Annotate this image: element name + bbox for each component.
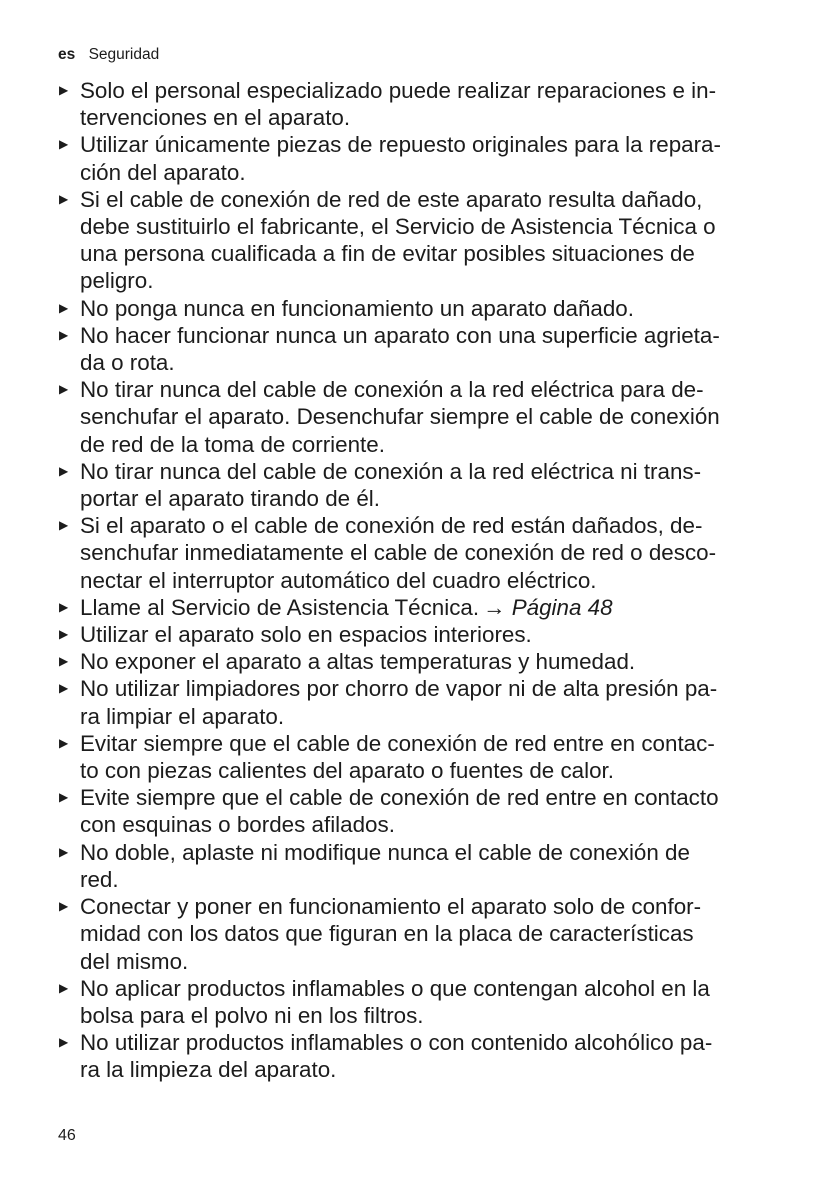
instruction-line-text: portar el aparato tirando de él. <box>80 486 380 512</box>
instruction-line-text: No aplicar productos inflamables o que contengan alcohol en la <box>80 975 710 1001</box>
bullet-triangle-icon: ▶ <box>59 463 69 478</box>
bullet-triangle-icon: ▶ <box>59 518 69 533</box>
instruction-line-text: peligro. <box>80 268 154 294</box>
list-item <box>58 594 788 621</box>
instruction-text <box>80 376 788 458</box>
instruction-text <box>80 621 788 648</box>
instruction-line <box>80 512 788 539</box>
instruction-line <box>80 104 788 131</box>
list-item <box>58 730 788 784</box>
bullet-triangle-icon: ▶ <box>59 83 69 97</box>
bullet-triangle-icon: ▶ <box>59 735 69 750</box>
instruction-line <box>80 567 788 594</box>
instruction-line <box>80 920 788 947</box>
instruction-line-text: No doble, aplaste ni modifique nunca el cable de conexión de <box>80 839 690 865</box>
instruction-line <box>80 1002 788 1029</box>
instruction-line-text: senchufar el aparato. Desenchufar siempre el cable de conexión <box>80 404 720 430</box>
instruction-line-text: No tirar nunca del cable de conexión a la red eléctrica ni trans- <box>80 458 702 484</box>
instruction-line <box>80 839 788 866</box>
instruction-text <box>80 186 788 295</box>
instruction-line-text: una persona cualificada a fin de evitar posibles situaciones de <box>80 241 695 267</box>
instruction-line-text: Utilizar únicamente piezas de repuesto originales para la repara- <box>80 132 721 158</box>
instruction-line-text: to con piezas calientes del aparato o fuentes de calor. <box>80 758 614 784</box>
instruction-line <box>80 159 788 186</box>
list-item <box>58 839 788 893</box>
list-item <box>58 322 788 376</box>
instruction-line <box>80 594 788 621</box>
instruction-line-text: No hacer funcionar nunca un aparato con una superficie agrieta- <box>80 322 720 348</box>
list-item <box>58 975 788 1029</box>
bullet-triangle-icon: ▶ <box>59 599 69 614</box>
instruction-line-text: da o rota. <box>80 350 175 376</box>
instruction-line-text: bolsa para el polvo ni en los filtros. <box>80 1002 424 1028</box>
instruction-line <box>80 186 788 213</box>
list-item <box>58 131 788 185</box>
bullet-triangle-icon: ▶ <box>59 844 69 859</box>
instruction-line-text: ra la limpieza del aparato. <box>80 1057 337 1083</box>
instruction-line <box>80 267 788 294</box>
instruction-text <box>80 594 788 621</box>
page-number: 46 <box>58 1127 76 1144</box>
list-item <box>58 621 788 648</box>
instruction-text <box>80 458 788 512</box>
instruction-line-text: Evitar siempre que el cable de conexión de red entre en contac- <box>80 730 715 756</box>
instruction-line-text: red. <box>80 866 119 892</box>
instruction-line <box>80 757 788 784</box>
instruction-line <box>80 403 788 430</box>
instruction-line-text: de red de la toma de corriente. <box>80 431 385 457</box>
instruction-line-text: nectar el interruptor automático del cuadro eléctrico. <box>80 567 597 593</box>
list-item <box>58 675 788 729</box>
language-code: es <box>58 46 76 63</box>
bullet-triangle-icon: ▶ <box>59 899 69 914</box>
bullet-triangle-icon: ▶ <box>59 627 69 642</box>
instruction-line-text: del mismo. <box>80 948 189 974</box>
instruction-text <box>80 839 788 893</box>
instruction-text <box>80 131 788 185</box>
list-item <box>58 295 788 322</box>
instruction-line <box>80 485 788 512</box>
instruction-text <box>80 893 788 975</box>
instruction-line <box>80 431 788 458</box>
bullet-triangle-icon: ▶ <box>59 382 69 397</box>
instruction-line <box>80 322 788 349</box>
bullet-triangle-icon: ▶ <box>59 681 69 696</box>
instruction-line-text: No utilizar productos inflamables o con contenido alcohólico pa- <box>80 1030 713 1056</box>
instruction-line <box>80 621 788 648</box>
instruction-line <box>80 675 788 702</box>
arrow-right-icon: → <box>483 594 506 620</box>
instruction-line-text: con esquinas o bordes afilados. <box>80 812 395 838</box>
instruction-text <box>80 675 788 729</box>
bullet-triangle-icon: ▶ <box>59 300 69 315</box>
instruction-line <box>80 349 788 376</box>
instruction-line <box>80 376 788 403</box>
instruction-line <box>80 1029 788 1056</box>
instruction-line <box>80 948 788 975</box>
instruction-line-text: ción del aparato. <box>80 159 246 185</box>
bullet-triangle-icon: ▶ <box>59 790 69 805</box>
instruction-line-text: No tirar nunca del cable de conexión a la red eléctrica para de- <box>80 377 704 403</box>
instruction-line <box>80 703 788 730</box>
instruction-line <box>80 213 788 240</box>
instruction-line-text: senchufar inmediatamente el cable de conexión de red o desco- <box>80 540 717 566</box>
instruction-line <box>80 866 788 893</box>
instruction-text <box>80 784 788 838</box>
instruction-text <box>80 730 788 784</box>
instruction-line-text: midad con los datos que figuran en la placa de características <box>80 921 694 947</box>
instruction-line-text: Utilizar el aparato solo en espacios interiores. <box>80 622 532 648</box>
instruction-line <box>80 131 788 158</box>
instruction-line <box>80 458 788 485</box>
safety-instructions-list <box>58 77 788 1084</box>
instruction-line-text: Solo el personal especializado puede realizar reparaciones e in- <box>80 78 717 103</box>
instruction-line <box>80 77 788 104</box>
list-item <box>58 458 788 512</box>
instruction-line-text: Llame al Servicio de Asistencia Técnica. <box>80 594 480 620</box>
instruction-line-text: ra limpiar el aparato. <box>80 703 285 729</box>
bullet-triangle-icon: ▶ <box>59 191 69 206</box>
list-item <box>58 893 788 975</box>
instruction-line <box>80 975 788 1002</box>
instruction-line <box>80 730 788 757</box>
instruction-text <box>80 975 788 1029</box>
bullet-triangle-icon: ▶ <box>59 1035 69 1050</box>
instruction-line-text: Si el aparato o el cable de conexión de red están dañados, de- <box>80 513 703 539</box>
instruction-line-text: No utilizar limpiadores por chorro de vapor ni de alta presión pa- <box>80 676 718 702</box>
instruction-text <box>80 322 788 376</box>
list-item <box>58 512 788 594</box>
page-header <box>58 44 159 66</box>
instruction-text <box>80 295 788 322</box>
bullet-triangle-icon: ▶ <box>59 980 69 995</box>
list-item <box>58 186 788 295</box>
instruction-line-text: Si el cable de conexión de red de este aparato resulta dañado, <box>80 186 703 212</box>
instruction-line-text: debe sustituirlo el fabricante, el Servicio de Asistencia Técnica o <box>80 214 716 240</box>
instruction-text <box>80 648 788 675</box>
page-reference-link[interactable]: Página 48 <box>511 594 613 620</box>
instruction-line <box>80 784 788 811</box>
instruction-line-text: Conectar y poner en funcionamiento el aparato solo de confor- <box>80 894 702 920</box>
instruction-line <box>80 648 788 675</box>
instruction-line-text: No ponga nunca en funcionamiento un aparato dañado. <box>80 295 634 321</box>
bullet-triangle-icon: ▶ <box>59 327 69 342</box>
instruction-text <box>80 77 788 131</box>
instruction-line-text: No exponer el aparato a altas temperaturas y humedad. <box>80 649 636 675</box>
instruction-line <box>80 811 788 838</box>
list-item <box>58 784 788 838</box>
instruction-text <box>80 1029 788 1083</box>
instruction-line-text: tervenciones en el aparato. <box>80 105 351 131</box>
instruction-line <box>80 240 788 267</box>
list-item <box>58 376 788 458</box>
list-item <box>58 648 788 675</box>
instruction-line <box>80 539 788 566</box>
list-item <box>58 77 788 131</box>
instruction-line <box>80 1056 788 1083</box>
bullet-triangle-icon: ▶ <box>59 137 69 152</box>
list-item <box>58 1029 788 1083</box>
instruction-text <box>80 512 788 594</box>
section-title: Seguridad <box>88 46 160 63</box>
instruction-line <box>80 893 788 920</box>
bullet-triangle-icon: ▶ <box>59 654 69 669</box>
instruction-line-text: Evite siempre que el cable de conexión de red entre en contacto <box>80 785 719 811</box>
instruction-line <box>80 295 788 322</box>
